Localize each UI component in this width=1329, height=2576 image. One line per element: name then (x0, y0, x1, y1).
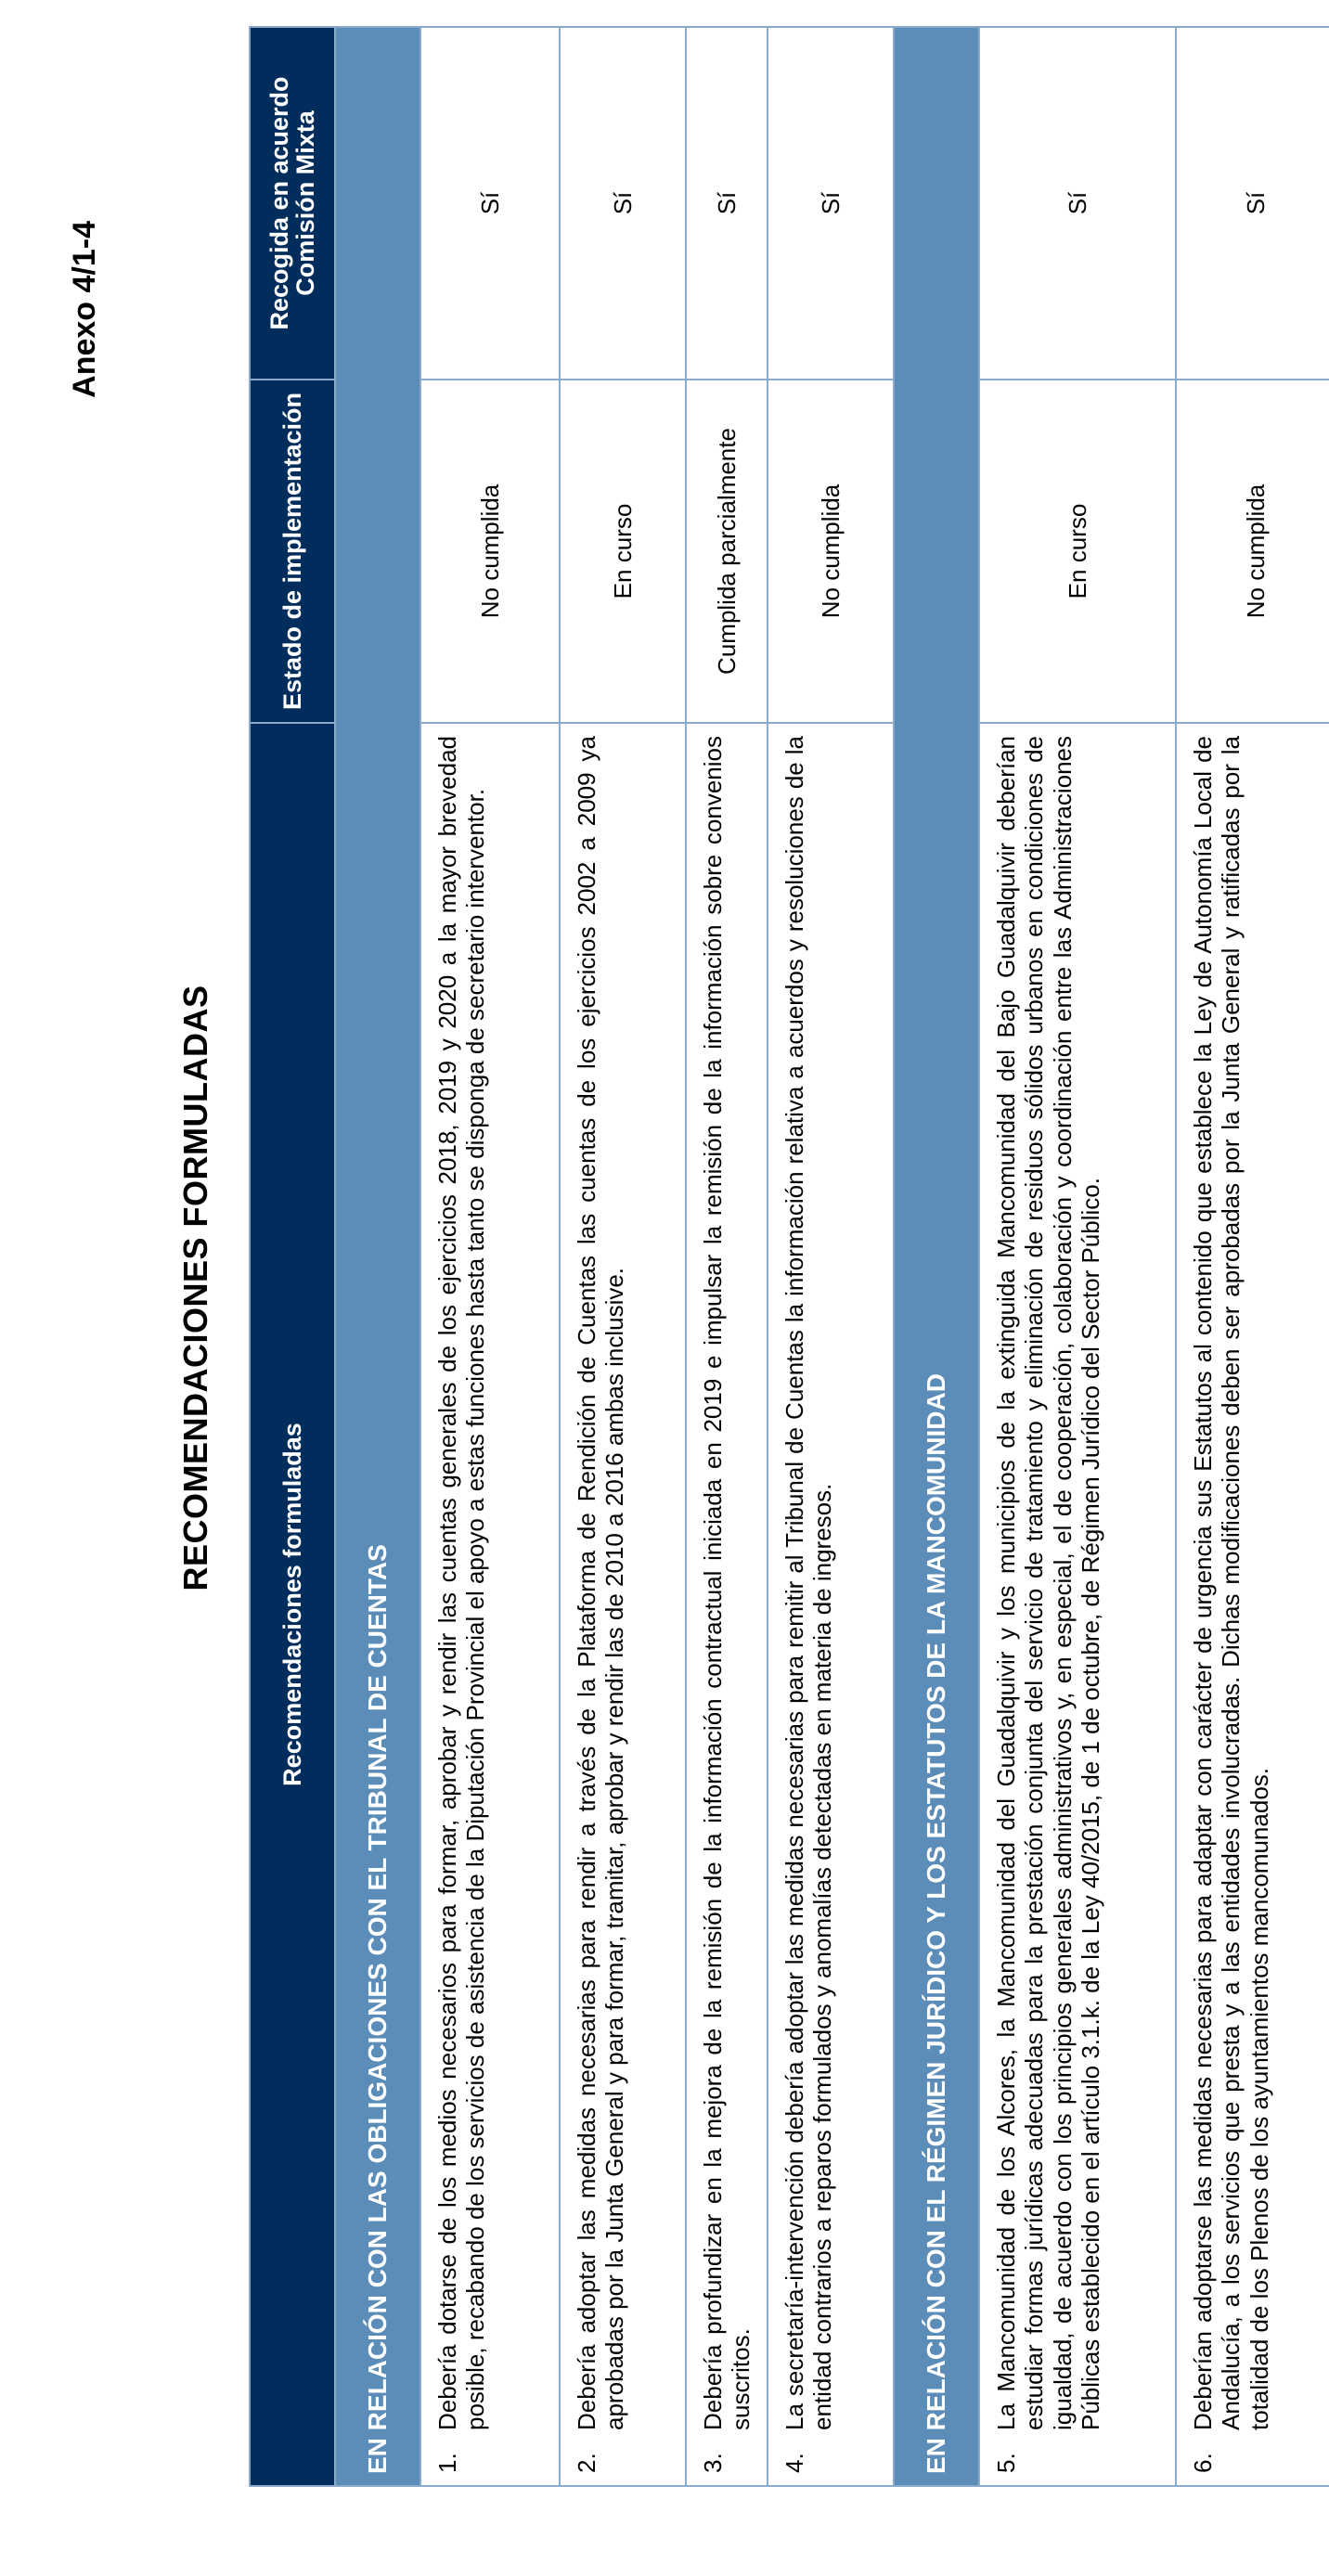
table-row (560, 27, 686, 2486)
recommendation-text: Debería profundizar en la mejora de la remisión de la información contractual iniciada en 2019 e impulsar la remisión de la información sobre convenios suscritos. (699, 736, 755, 2430)
header-status: Estado de implementación (250, 380, 335, 723)
recommendation-text: La Mancomunidad de los Alcores, la Mancomunidad del Guadalquivir y los municipios de la extinguida Mancomunidad del Bajo Guadalquivir deberían estudiar formas jurídicas adecuadas para la prestación conjunta del servicio de tratamiento y eliminación de residuos sólidos urbanos en condiciones de igualdad, de acuerdo con los principios generales administrativos y, en especial, el de cooperación, colaboración y coordinación entre las Administraciones Públicas establecido en el artículo 3.1.k. de la Ley 40/2015, de 1 de octubre, de Régimen Jurídico del Sector Público. (992, 736, 1105, 2430)
recommendation-number: 4. (781, 2453, 808, 2473)
section-title: EN RELACIÓN CON LAS OBLIGACIONES CON EL TRIBUNAL DE CUENTAS (335, 27, 420, 2486)
status-cell: En curso (560, 380, 686, 723)
status-cell: No cumplida (420, 380, 560, 723)
header-recommendations: Recomendaciones formuladas (250, 723, 335, 2486)
approved-cell: Sí (1176, 27, 1329, 380)
recommendation-text: La secretaría-intervención debería adoptar las medidas necesarias para remitir al Tribunal de Cuentas la información relativa a acuerdos y resoluciones de la entidad contrarios a reparos formulados y anomalías detectadas en materia de ingresos. (781, 736, 837, 2430)
recommendation-number: 6. (1189, 2453, 1217, 2473)
recommendation-text: Debería adoptar las medidas necesarias para rendir a través de la Plataforma de Rendición de Cuentas las cuentas de los ejercicios 2002 a 2009 ya aprobadas por la Junta General y para formar, tramitar, aprobar y rendir las de 2010 a 2016 ambas inclusive. (573, 736, 629, 2430)
table-row (768, 27, 894, 2486)
annex-label: Anexo 4/1-4 (67, 221, 102, 398)
recommendation-cell (420, 723, 560, 2486)
recommendation-text: Deberían adoptarse las medidas necesarias para adaptar con carácter de urgencia sus Estatutos al contenido que establece la Ley de Autonomía Local de Andalucía, a los servicios que presta y a las entidades involucradas. Dichas modificaciones deben ser aprobadas por la Junta General y ratificadas por la totalidad de los Plenos de los ayuntamientos mancomunados. (1189, 736, 1273, 2430)
recommendation-cell (979, 723, 1176, 2486)
recommendation-text: Debería dotarse de los medios necesarios para formar, aprobar y rendir las cuentas generales de los ejercicios 2018, 2019 y 2020 a la mayor brevedad posible, recabando de los servicios de asistencia de la Diputación Provincial el apoyo a estas funciones hasta tanto se disponga de secretario interventor. (433, 736, 490, 2430)
approved-cell: Sí (979, 27, 1176, 380)
page-title: RECOMENDACIONES FORMULADAS (176, 985, 214, 1591)
section-row (894, 27, 979, 2486)
status-cell: En curso (979, 380, 1176, 723)
table-header-row (250, 27, 335, 2486)
recommendation-cell (560, 723, 686, 2486)
recommendation-number: 1. (433, 2453, 461, 2473)
recommendation-cell (768, 723, 894, 2486)
status-cell: Cumplida parcialmente (686, 380, 768, 723)
table-row (979, 27, 1176, 2486)
recommendation-cell (1176, 723, 1329, 2486)
status-cell: No cumplida (768, 380, 894, 723)
approved-cell: Sí (560, 27, 686, 380)
recommendation-number: 5. (992, 2453, 1020, 2473)
section-row (335, 27, 420, 2486)
approved-cell: Sí (686, 27, 768, 380)
status-cell: No cumplida (1176, 380, 1329, 723)
recommendation-number: 2. (573, 2453, 600, 2473)
table-row (1176, 27, 1329, 2486)
recommendation-cell (686, 723, 768, 2486)
recommendation-number: 3. (699, 2453, 727, 2473)
table-row (420, 27, 560, 2486)
table-row (686, 27, 768, 2486)
recommendations-table (249, 26, 1329, 2487)
section-title: EN RELACIÓN CON EL RÉGIMEN JURÍDICO Y LOS ESTATUTOS DE LA MANCOMUNIDAD (894, 27, 979, 2486)
header-approved: Recogida en acuerdo Comisión Mixta (250, 27, 335, 380)
approved-cell: Sí (420, 27, 560, 380)
approved-cell: Sí (768, 27, 894, 380)
